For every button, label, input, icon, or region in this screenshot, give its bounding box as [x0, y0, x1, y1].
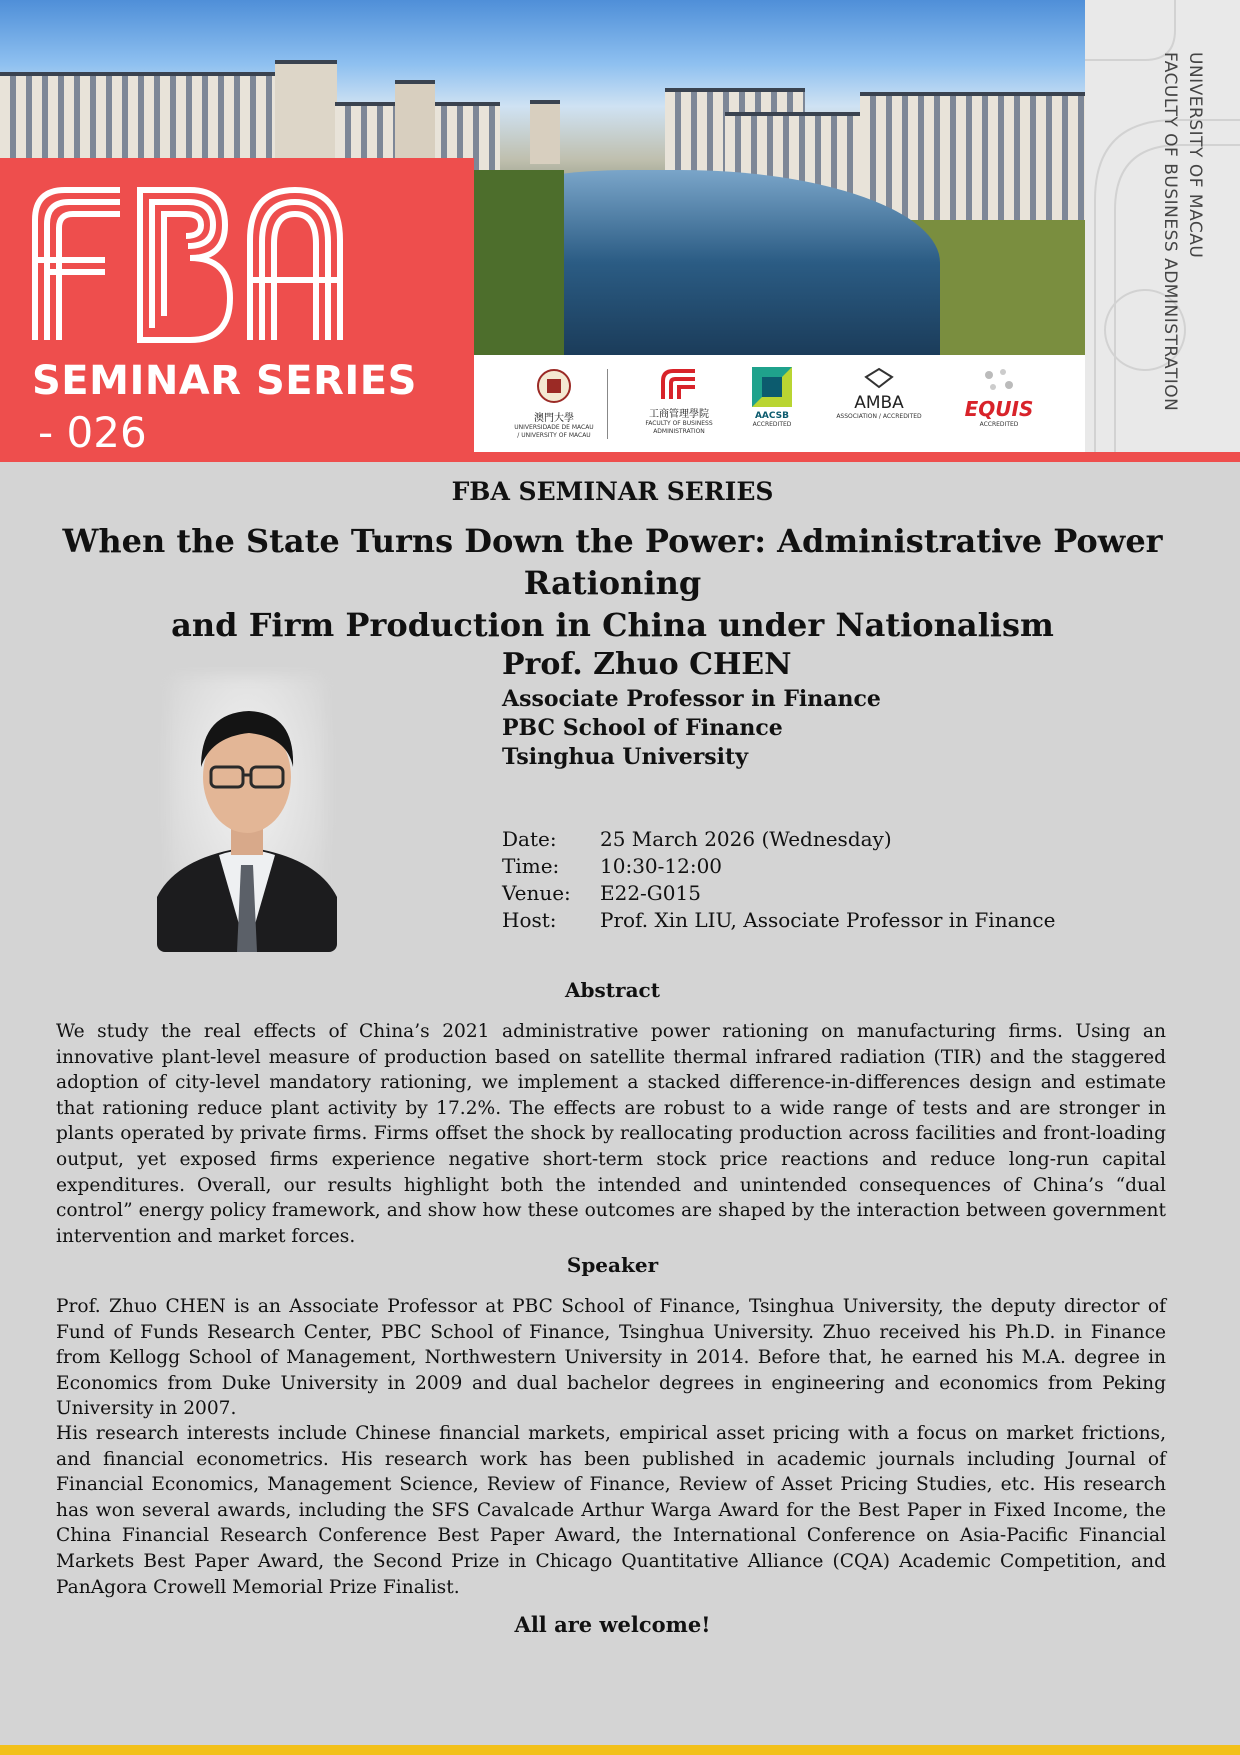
- time-label: Time:: [502, 854, 560, 878]
- sidebar-faculty-name: FACULTY OF BUSINESS ADMINISTRATION: [1160, 52, 1180, 412]
- seminar-heading: FBA SEMINAR SERIES: [451, 477, 774, 506]
- faculty-logo: 工商管理學院 FACULTY OF BUSINESS ADMINISTRATION: [624, 367, 734, 443]
- series-label: SEMINAR SERIES: [32, 358, 417, 404]
- logo-divider: [607, 369, 608, 439]
- date-label: Date:: [502, 827, 557, 851]
- seminar-title-line1: When the State Turns Down the Power: Administrative Power Rationing: [62, 522, 1163, 602]
- aacsb-logo: AACSB ACCREDITED: [742, 367, 802, 443]
- speaker-heading: Speaker: [566, 1253, 659, 1277]
- red-accent-strip: [474, 452, 1240, 462]
- university-crest-icon: [535, 367, 573, 405]
- university-sidebar: [1085, 0, 1240, 452]
- sidebar-university-name: UNIVERSITY OF MACAU: [1185, 52, 1205, 259]
- speaker-position: Associate Professor in Finance: [502, 686, 881, 712]
- time-row: [502, 853, 1055, 880]
- amba-logo: AMBA ASSOCIATION / ACCREDITED: [834, 367, 924, 443]
- series-number: - 026: [38, 408, 147, 457]
- university-of-macau-logo: 澳門大學 UNIVERSIDADE DE MACAU / UNIVERSITY OF MACAU: [514, 367, 594, 443]
- speaker-portrait-icon: [157, 667, 337, 952]
- equis-network-icon: [979, 367, 1019, 393]
- abstract-heading: Abstract: [565, 978, 660, 1002]
- faculty-emblem-icon: [661, 367, 697, 401]
- equis-logo: EQUIS ACCREDITED: [949, 367, 1049, 443]
- speaker-school: PBC School of Finance: [502, 715, 783, 741]
- date-row: [502, 826, 1055, 853]
- venue-value: E22-G015: [600, 881, 701, 905]
- time-value: 10:30-12:00: [600, 854, 723, 878]
- abstract-text: We study the real effects of China’s 2021 administrative power rationing on manufacturing firms. Using an innovative plant-level measure of production based on satellite thermal infrared radiation (TIR) and the staggered adoption of city-level mandatory rationing, we implement a stacked difference-in-differences design and estimate that rationing reduce plant activity by 17.2%. The effects are robust to a wide range of tests and are stronger in plants operated by private firms. Firms offset the shock by reallocating production across facilities and front-loading output, yet exposed firms experience negative short-term stock price reactions and reduce long-run capital expenditures. Overall, our results highlight both the intended and unintended consequences of China’s “dual control” energy policy framework, and show how these outcomes are shaped by the interaction between government intervention and market forces.: [56, 1021, 1166, 1247]
- welcome-note: All are welcome!: [514, 1612, 711, 1637]
- seminar-title-line2: and Firm Production in China under Nationalism: [171, 606, 1054, 644]
- host-value: Prof. Xin LIU, Associate Professor in Finance: [600, 908, 1056, 932]
- venue-label: Venue:: [502, 881, 571, 905]
- host-row: [502, 907, 1055, 934]
- speaker-bio-paragraph-2: His research interests include Chinese financial markets, empirical asset pricing with a focus on market frictions, and financial econometrics. His research work has been published in academic journals including Journal of Financial Economics, Management Science, Review of Finance, Review of Asset Pricing Studies, etc. His research has won several awards, including the SFS Cavalcade Arthur Warga Award for the Best Paper in Fixed Income, the China Financial Research Conference Best Paper Award, the International Conference on Asia-Pacific Financial Markets Best Paper Award, the Second Prize in Chicago Quantitative Alliance (CQA) Academic Competition, and PanAgora Crowell Memorial Prize Finalist.: [56, 1423, 1166, 1598]
- date-value: 25 March 2026 (Wednesday): [600, 827, 892, 851]
- speaker-name: Prof. Zhuo CHEN: [502, 647, 792, 682]
- seminar-title: [20, 520, 1205, 646]
- accreditation-logo-bar: [474, 355, 1085, 452]
- venue-row: [502, 880, 1055, 907]
- event-details: [502, 826, 1055, 934]
- amba-diamond-icon: [864, 367, 894, 389]
- fba-logo: [25, 180, 345, 345]
- speaker-photo: [157, 667, 337, 952]
- yellow-bottom-strip: [0, 1745, 1240, 1755]
- speaker-university: Tsinghua University: [502, 744, 748, 770]
- aacsb-emblem-icon: [752, 367, 792, 407]
- speaker-bio-paragraph-1: Prof. Zhuo CHEN is an Associate Professor at PBC School of Finance, Tsinghua University, the deputy director of Fund of Funds Research Center, PBC School of Finance, Tsinghua University. Zhuo received his Ph.D. in Finance from Kellogg School of Management, Northwestern University in 2014. Before that, he earned his M.A. degree in Economics from Duke University in 2009 and dual bachelor degrees in engineering and economics from Peking University in 2007.: [56, 1296, 1166, 1420]
- host-label: Host:: [502, 908, 557, 932]
